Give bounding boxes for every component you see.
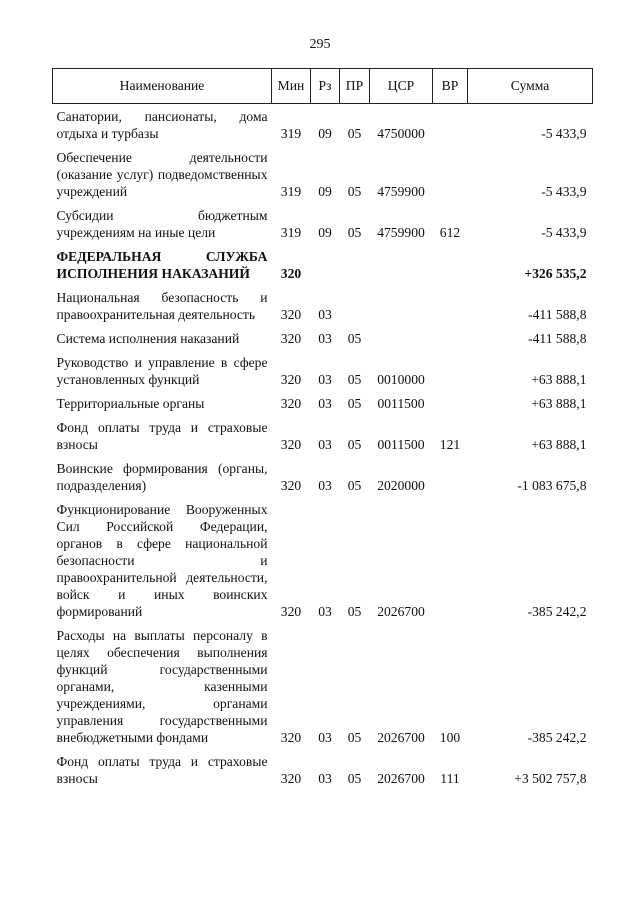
header-min: Мин (272, 69, 311, 104)
cell-sum: +63 888,1 (531, 372, 587, 387)
header-name: Наименование (53, 69, 272, 104)
cell-name: Санатории, пансионаты, дома отдыха и турбазы (56, 109, 268, 141)
cell-vr: 100 (439, 730, 461, 745)
cell-name: Воинские формирования (органы, подразделения) (56, 461, 268, 493)
header-pr: ПР (340, 69, 370, 104)
cell-pr (340, 244, 370, 285)
header-vr: ВР (433, 69, 468, 104)
cell-rz: 03 (318, 331, 332, 346)
cell-min: 320 (280, 372, 302, 387)
cell-min: 320 (280, 771, 302, 786)
cell-csr: 2026700 (377, 730, 425, 745)
cell-vr: 121 (439, 437, 461, 452)
cell-csr: 0011500 (377, 437, 425, 452)
cell-min: 320 (280, 331, 302, 346)
cell-sum: -385 242,2 (527, 730, 587, 745)
cell-min: 320 (280, 604, 302, 619)
table-row (53, 350, 593, 391)
cell-rz (311, 244, 340, 285)
cell-name: Обеспечение деятельности (оказание услуг) подведомственных учреждений (56, 150, 268, 199)
cell-vr: 612 (439, 225, 461, 240)
cell-rz: 03 (318, 730, 332, 745)
table-row (53, 285, 593, 326)
cell-vr (433, 145, 468, 203)
cell-min: 319 (280, 184, 302, 199)
cell-csr: 2026700 (377, 771, 425, 786)
table-row (53, 326, 593, 350)
cell-csr: 2026700 (377, 604, 425, 619)
cell-vr (433, 285, 468, 326)
cell-rz: 03 (318, 372, 332, 387)
cell-rz: 03 (318, 771, 332, 786)
cell-rz: 09 (318, 126, 332, 141)
cell-name: ФЕДЕРАЛЬНАЯ СЛУЖБА ИСПОЛНЕНИЯ НАКАЗАНИЙ (56, 249, 268, 281)
cell-sum: +326 535,2 (524, 266, 587, 281)
cell-name: Фонд оплаты труда и страховые взносы (56, 420, 268, 452)
cell-min: 320 (280, 478, 302, 493)
cell-rz: 03 (318, 478, 332, 493)
cell-sum: -5 433,9 (541, 184, 587, 199)
cell-csr (370, 326, 433, 350)
table-row (53, 497, 593, 623)
cell-sum: +63 888,1 (531, 396, 587, 411)
cell-csr: 0011500 (377, 396, 425, 411)
cell-pr: 05 (347, 331, 362, 346)
cell-vr (433, 497, 468, 623)
cell-csr: 4750000 (377, 126, 425, 141)
cell-csr: 2020000 (377, 478, 425, 493)
cell-min: 319 (280, 225, 302, 240)
page-number: 295 (309, 37, 331, 52)
table-row (53, 145, 593, 203)
cell-rz: 09 (318, 184, 332, 199)
cell-vr (433, 391, 468, 415)
cell-name: Система исполнения наказаний (56, 331, 240, 346)
cell-pr: 05 (347, 478, 362, 493)
table-row (53, 391, 593, 415)
cell-csr (370, 244, 433, 285)
cell-vr (433, 104, 468, 146)
cell-name: Национальная безопасность и правоохранительная деятельность (56, 290, 268, 322)
header-sum: Сумма (468, 69, 593, 104)
cell-rz: 03 (318, 437, 332, 452)
cell-csr: 4759900 (377, 184, 425, 199)
cell-pr: 05 (347, 126, 362, 141)
header-csr: ЦСР (370, 69, 433, 104)
cell-pr: 05 (347, 372, 362, 387)
cell-csr (370, 285, 433, 326)
cell-rz: 03 (318, 604, 332, 619)
table-header-row (53, 69, 593, 104)
cell-name: Функционирование Вооруженных Сил Российской Федерации, органов в сфере национальной безопасности и правоохранительной деятельности, войск и иных воинских формирований (56, 502, 268, 619)
cell-vr (433, 456, 468, 497)
cell-name: Расходы на выплаты персоналу в целях обеспечения выполнения функций государственными органами, казенными учреждениями, органами управления государственными внебюджетными фондами (56, 628, 268, 745)
cell-name: Субсидии бюджетным учреждениям на иные цели (56, 208, 268, 240)
cell-sum: -5 433,9 (541, 225, 587, 240)
cell-csr: 0010000 (377, 372, 425, 387)
cell-name: Территориальные органы (56, 396, 205, 411)
cell-rz: 09 (318, 225, 332, 240)
table-row (53, 749, 593, 790)
cell-pr: 05 (347, 730, 362, 745)
cell-sum: -385 242,2 (527, 604, 587, 619)
cell-pr (340, 285, 370, 326)
cell-pr: 05 (347, 604, 362, 619)
table-row (53, 415, 593, 456)
table-row (53, 456, 593, 497)
cell-min: 320 (280, 730, 302, 745)
cell-vr (433, 326, 468, 350)
cell-min: 320 (280, 437, 302, 452)
cell-pr: 05 (347, 771, 362, 786)
cell-pr: 05 (347, 396, 362, 411)
cell-vr (433, 244, 468, 285)
cell-name: Руководство и управление в сфере установленных функций (56, 355, 268, 387)
cell-pr: 05 (347, 225, 362, 240)
cell-csr: 4759900 (377, 225, 425, 240)
header-rz: Рз (311, 69, 340, 104)
cell-min: 320 (280, 307, 302, 322)
cell-pr: 05 (347, 184, 362, 199)
cell-vr (433, 350, 468, 391)
cell-sum: -1 083 675,8 (517, 478, 587, 493)
table-row (53, 623, 593, 749)
cell-sum: -411 588,8 (528, 331, 587, 346)
cell-vr: 111 (440, 771, 460, 786)
cell-min: 320 (280, 266, 302, 281)
cell-sum: -411 588,8 (528, 307, 587, 322)
cell-pr: 05 (347, 437, 362, 452)
cell-rz: 03 (318, 396, 332, 411)
table-row (53, 203, 593, 244)
cell-sum: +3 502 757,8 (514, 771, 587, 786)
table-row (53, 244, 593, 285)
cell-name: Фонд оплаты труда и страховые взносы (56, 754, 268, 786)
cell-sum: -5 433,9 (541, 126, 587, 141)
cell-min: 319 (280, 126, 302, 141)
cell-min: 320 (280, 396, 302, 411)
cell-sum: +63 888,1 (531, 437, 587, 452)
table-row (53, 104, 593, 146)
cell-rz: 03 (318, 307, 332, 322)
budget-table (52, 68, 593, 790)
